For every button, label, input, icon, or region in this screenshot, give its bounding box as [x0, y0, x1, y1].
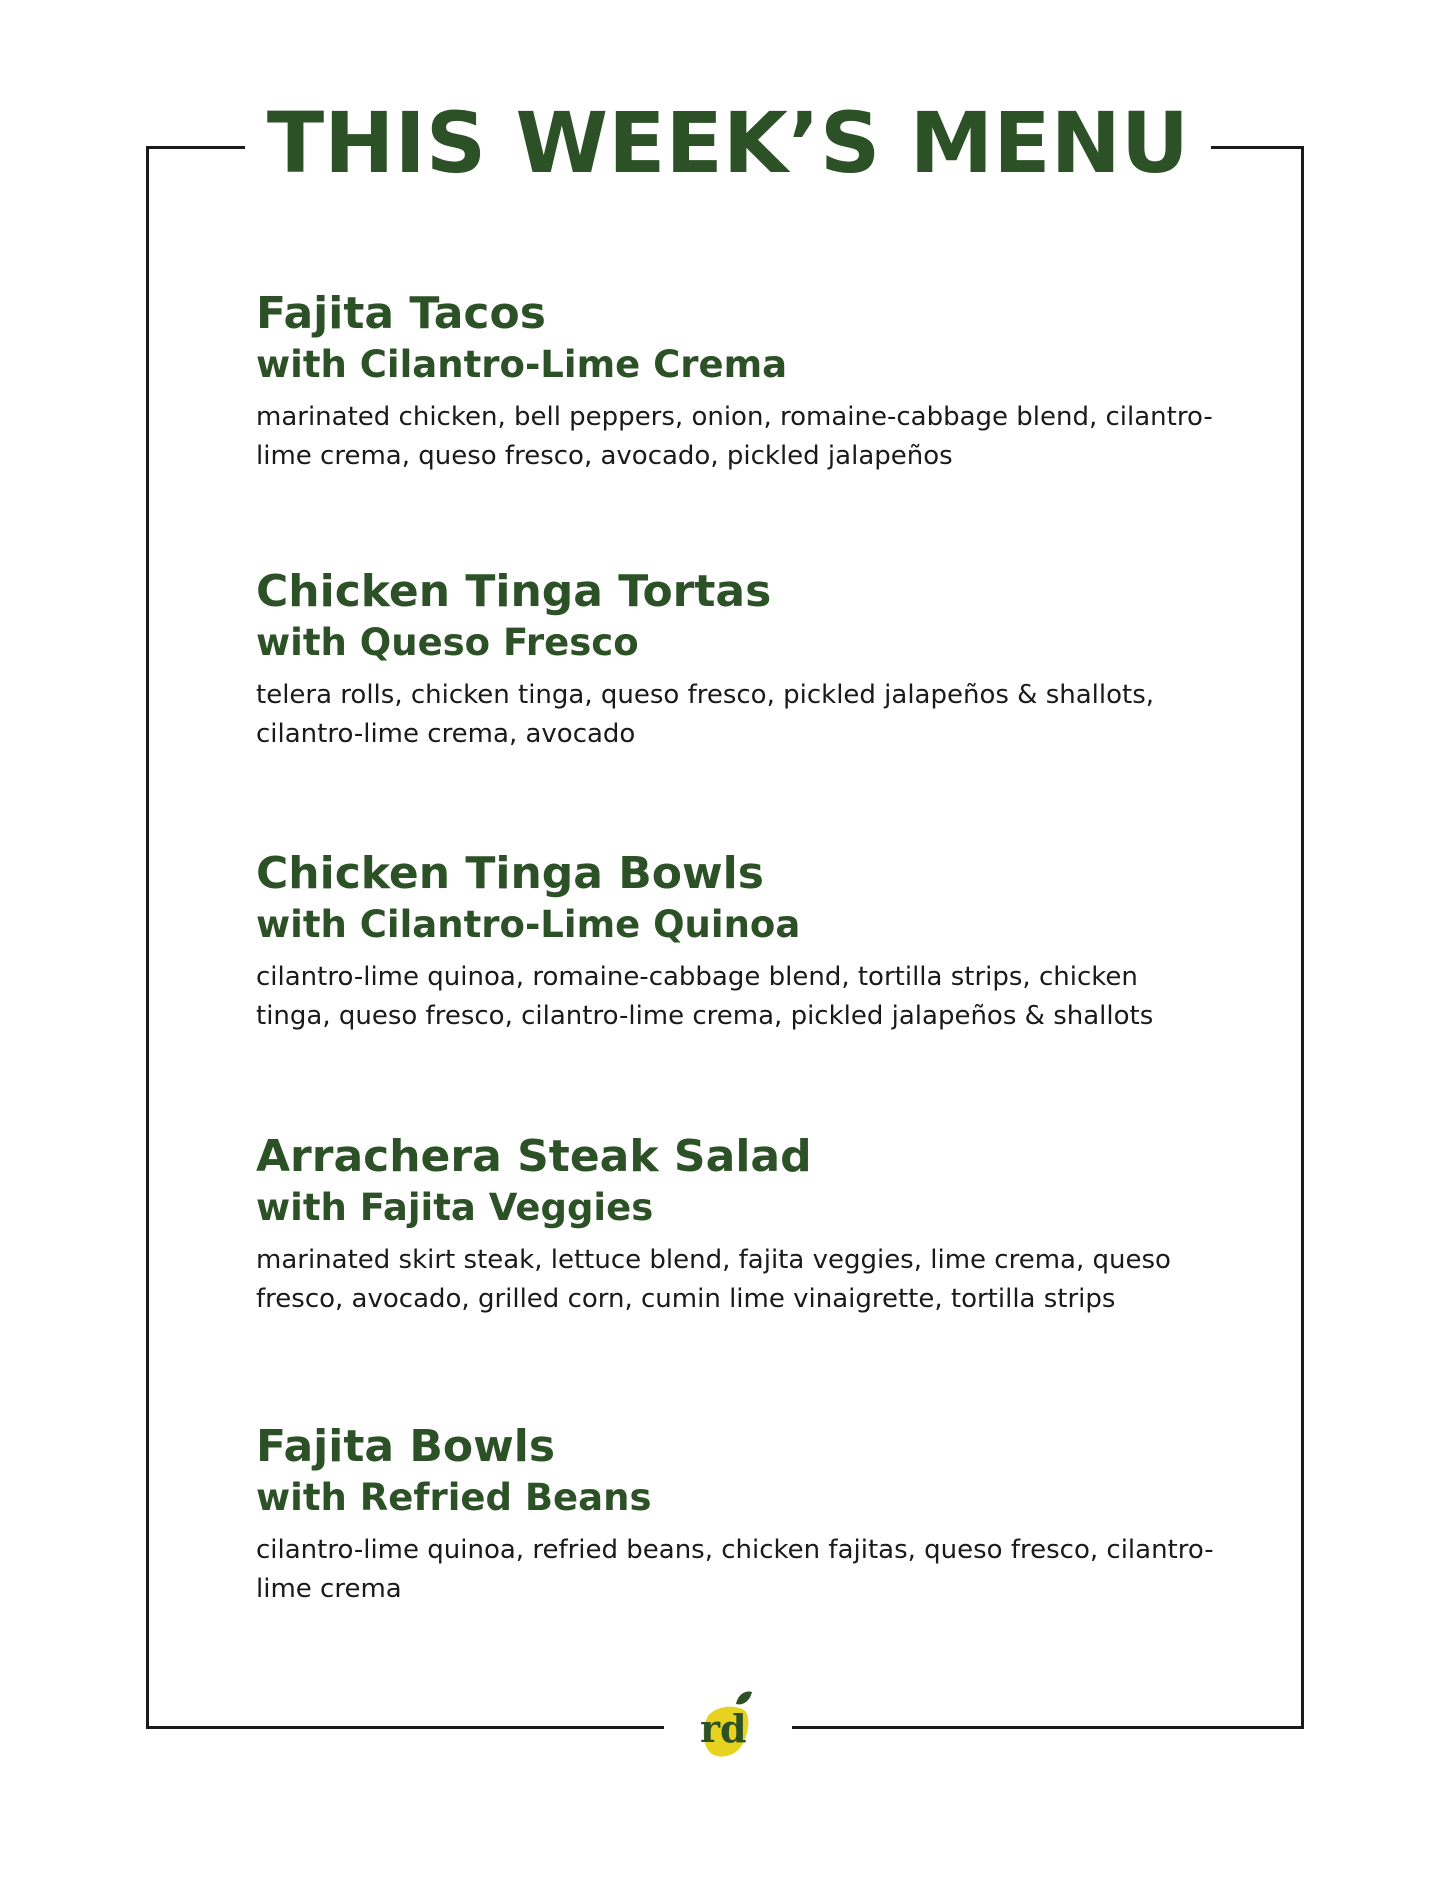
menu-item-name: Chicken Tinga Bowls: [256, 848, 764, 899]
menu-item-fajita-tacos: [256, 288, 1216, 476]
menu-item-subtitle: with Fajita Veggies: [256, 1186, 654, 1229]
menu-item-subtitle: with Cilantro-Lime Crema: [256, 343, 788, 386]
menu-item-name: Chicken Tinga Tortas: [256, 566, 772, 617]
menu-item-description: cilantro-lime quinoa, refried beans, chicken fajitas, queso fresco, cilantro-lime crema: [256, 1535, 1214, 1604]
menu-item-subtitle: with Queso Fresco: [256, 621, 639, 664]
title-wrapper: [0, 88, 1456, 198]
logo-text: rd: [700, 1706, 747, 1751]
menu-item-description: cilantro-lime quinoa, romaine-cabbage blend, tortilla strips, chicken tinga, queso fresco, cilantro-lime crema, pickled jalapeños & shallots: [256, 962, 1154, 1031]
menu-item-description: marinated chicken, bell peppers, onion, romaine-cabbage blend, cilantro-lime crema, queso fresco, avocado, pickled jalapeños: [256, 402, 1213, 471]
menu-item-subtitle: with Cilantro-Lime Quinoa: [256, 903, 801, 946]
menu-item-name: Arrachera Steak Salad: [256, 1131, 812, 1182]
menu-item-description: marinated skirt steak, lettuce blend, fajita veggies, lime crema, queso fresco, avocado, grilled corn, cumin lime vinaigrette, tortilla strips: [256, 1245, 1171, 1314]
menu-item-chicken-tinga-tortas: [256, 566, 1216, 754]
lemon-leaf-logo-icon: [664, 1686, 792, 1766]
brand-logo: [664, 1686, 792, 1766]
page-title: THIS WEEK’S MENU: [245, 88, 1211, 198]
menu-item-fajita-bowls: [256, 1421, 1216, 1609]
menu-item-chicken-tinga-bowls: [256, 848, 1216, 1036]
menu-item-arrachera-steak-salad: [256, 1131, 1216, 1319]
menu-item-name: Fajita Bowls: [256, 1421, 556, 1472]
menu-item-subtitle: with Refried Beans: [256, 1476, 652, 1519]
menu-item-description: telera rolls, chicken tinga, queso fresco, pickled jalapeños & shallots, cilantro-lime crema, avocado: [256, 680, 1155, 749]
menu-item-name: Fajita Tacos: [256, 288, 546, 339]
